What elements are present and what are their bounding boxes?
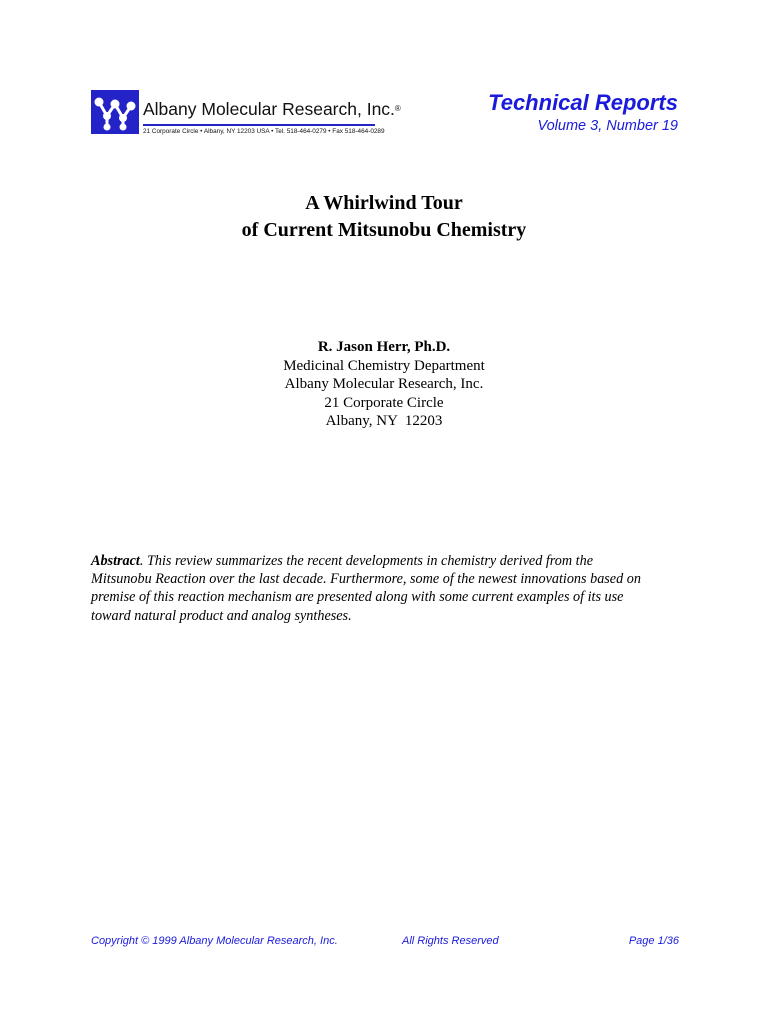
company-address: 21 Corporate Circle • Albany, NY 12203 USA • Tel. 518-464-0279 • Fax 518-464-0289 (143, 128, 385, 135)
logo-divider (143, 124, 375, 126)
author-department: Medicinal Chemistry Department (283, 357, 485, 374)
author-street: 21 Corporate Circle (324, 394, 444, 411)
abstract-label: Abstract (91, 553, 140, 569)
company-name-text: Albany Molecular Research, Inc. (143, 99, 395, 119)
author-name: R. Jason Herr, Ph.D. (317, 339, 451, 355)
footer-copyright: Copyright © 1999 Albany Molecular Research, Inc. (91, 935, 338, 947)
title-line-2: of Current Mitsunobu Chemistry (241, 219, 527, 241)
company-name (143, 100, 401, 118)
author-organization: Albany Molecular Research, Inc. (284, 376, 484, 392)
author-city: Albany, NY 12203 (325, 413, 443, 429)
series-volume: Volume 3, Number 19 (537, 118, 678, 134)
title-line-1: A Whirlwind Tour (305, 192, 463, 214)
author-block (0, 338, 768, 431)
molecule-logo-icon (91, 90, 139, 134)
registered-mark: ® (394, 104, 401, 113)
report-series (488, 90, 678, 135)
company-logo (91, 90, 401, 135)
abstract (91, 552, 651, 625)
footer-page-number: Page 1/36 (628, 935, 679, 947)
footer-rights: All Rights Reserved (402, 935, 499, 947)
abstract-text: . This review summarizes the recent developments in chemistry derived from the Mitsunobu Reaction over the last decade. Furthermore, some of the newest innovations based on premise of this reaction mechanism are presented along with some current examples of its use toward natural product and analog syntheses. (91, 553, 641, 624)
document-title (0, 190, 768, 244)
series-title: Technical Reports (488, 90, 678, 115)
